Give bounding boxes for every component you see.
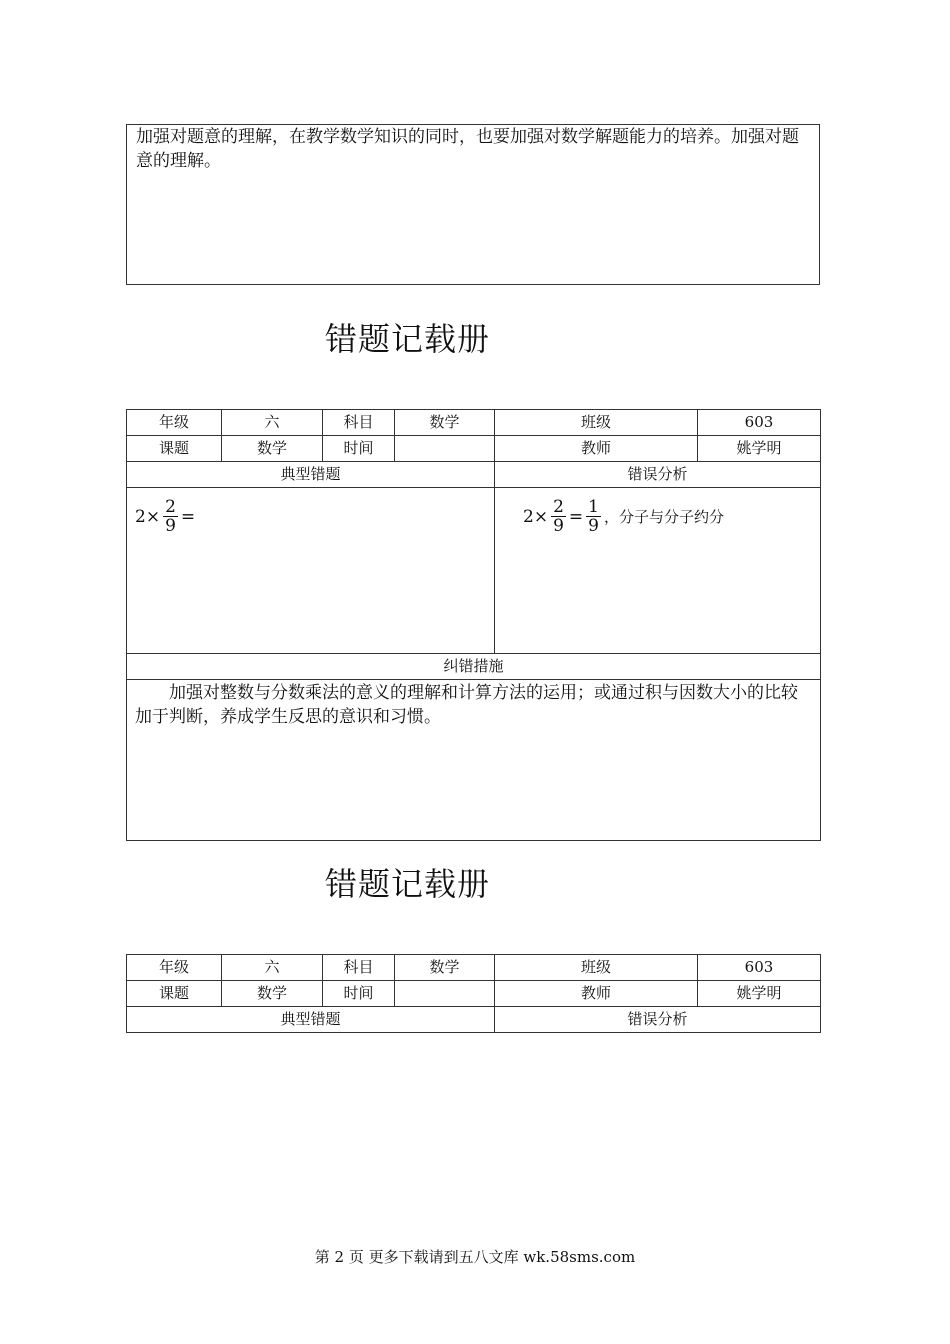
analysis-numerator-1: 2	[553, 497, 564, 517]
problem-numerator: 2	[165, 497, 176, 517]
time-value	[395, 981, 495, 1007]
grade-label: 年级	[127, 955, 222, 981]
time-value	[395, 436, 495, 462]
section2-title: 错题记载册	[324, 865, 490, 903]
subject-label: 科目	[323, 955, 395, 981]
error-analysis-cell	[495, 488, 821, 654]
top-remark-box	[126, 124, 820, 285]
analysis-denominator-1: 9	[553, 516, 564, 536]
subject-value: 数学	[395, 410, 495, 436]
analysis-note: ，分子与分子约分	[603, 507, 724, 526]
error-analysis-header: 错误分析	[495, 462, 821, 488]
analysis-numerator-2: 1	[588, 497, 599, 517]
problem-denominator: 9	[165, 516, 176, 536]
info-row-2	[127, 436, 821, 462]
correction-row	[127, 680, 821, 841]
top-remark-text: 加强对题意的理解，在教学数学知识的同时，也要加强对数学解题能力的培养。加强对题意的理解。	[136, 127, 799, 171]
problem-fraction	[163, 498, 178, 535]
typical-error-header: 典型错题	[127, 462, 495, 488]
class-label: 班级	[495, 410, 698, 436]
time-label: 时间	[323, 436, 395, 462]
teacher-value: 姚学明	[698, 436, 821, 462]
class-value: 603	[698, 955, 821, 981]
section1-table	[126, 409, 821, 841]
info-row-2	[127, 981, 821, 1007]
page-footer: 第 2 页 更多下载请到五八文库 wk.58sms.com	[314, 1248, 636, 1266]
time-label: 时间	[323, 981, 395, 1007]
info-row-1	[127, 955, 821, 981]
topic-value: 数学	[222, 436, 323, 462]
teacher-label: 教师	[495, 981, 698, 1007]
correction-header-row	[127, 654, 821, 680]
analysis-fraction-2	[586, 498, 601, 535]
subject-label: 科目	[323, 410, 395, 436]
topic-label: 课题	[127, 981, 222, 1007]
correction-header: 纠错措施	[127, 654, 821, 680]
header-row	[127, 462, 821, 488]
typical-error-cell	[127, 488, 495, 654]
analysis-expression	[523, 498, 724, 535]
info-row-1	[127, 410, 821, 436]
problem-equals: =	[180, 506, 196, 527]
problem-expression	[135, 498, 195, 535]
class-value: 603	[698, 410, 821, 436]
problem-lead: 2×	[135, 506, 161, 527]
teacher-label: 教师	[495, 436, 698, 462]
subject-value: 数学	[395, 955, 495, 981]
topic-label: 课题	[127, 436, 222, 462]
grade-label: 年级	[127, 410, 222, 436]
teacher-value: 姚学明	[698, 981, 821, 1007]
analysis-equals: =	[568, 506, 584, 527]
class-label: 班级	[495, 955, 698, 981]
section2-table	[126, 954, 821, 1033]
topic-value: 数学	[222, 981, 323, 1007]
correction-cell	[127, 680, 821, 841]
analysis-denominator-2: 9	[588, 516, 599, 536]
content-row	[127, 488, 821, 654]
grade-value: 六	[222, 955, 323, 981]
grade-value: 六	[222, 410, 323, 436]
header-row	[127, 1007, 821, 1033]
typical-error-header: 典型错题	[127, 1007, 495, 1033]
analysis-fraction-1	[551, 498, 566, 535]
error-analysis-header: 错误分析	[495, 1007, 821, 1033]
correction-text: 加强对整数与分数乘法的意义的理解和计算方法的运用；或通过积与因数大小的比较加于判断，养成学生反思的意识和习惯。	[135, 683, 798, 727]
analysis-lead: 2×	[523, 506, 549, 527]
section1-title: 错题记载册	[324, 320, 490, 358]
